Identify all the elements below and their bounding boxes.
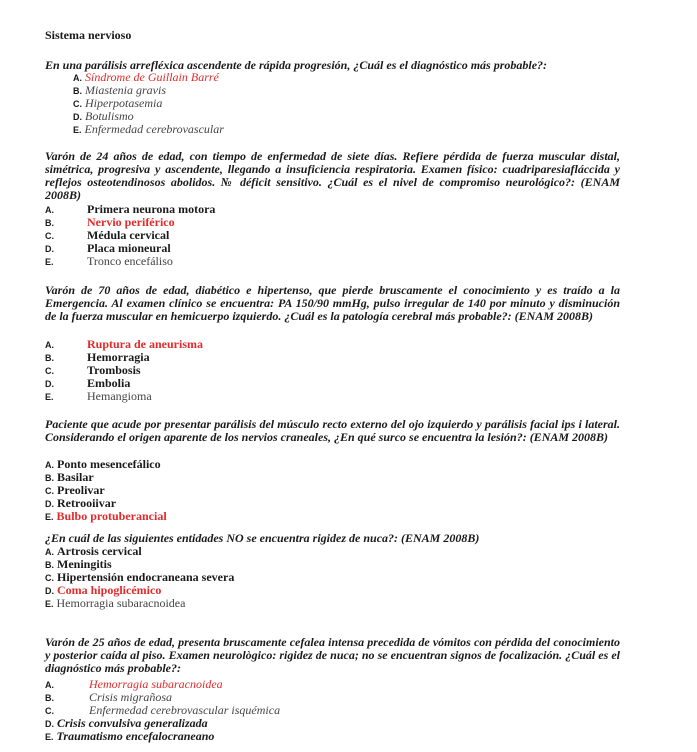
q1-option-e: E. Enfermedad cerebrovascular xyxy=(73,122,224,136)
q4-option-c: C. Preolivar xyxy=(45,483,105,497)
q2-option-e: E. Tronco encefáliso xyxy=(45,254,173,268)
q6-option-c: C. Enfermedad cerebrovascular isquémica xyxy=(45,703,281,717)
q1-option-d: D. Botulismo xyxy=(73,109,134,123)
q2-option-b: B. Nervio periférico xyxy=(45,215,175,229)
q4-option-e: E. Bulbo protuberancial xyxy=(45,509,167,523)
q2-option-a: A. Primera neurona motora xyxy=(45,202,216,216)
question-3-text: Varón de 70 años de edad, diabético e hipertenso, que pierde bruscamente el conocimiento y es traído a la Emergencia. Al examen clínico se encuentra: PA 150/90 mmHg, pulso irregular de 140 por minuto y disminución de la fuerza muscular en hemicuerpo izquierdo. ¿Cuál es la patología cerebral más probable?: (ENAM 2008B) xyxy=(45,283,620,323)
q6-option-b: B. Crisis migrañosa xyxy=(45,690,173,704)
q4-option-b: B. Basilar xyxy=(45,470,94,484)
q1-option-b: B. Miastenia gravis xyxy=(73,83,166,97)
q1-option-a: A. Síndrome de Guillain Barré xyxy=(73,70,219,84)
page-title: Sistema nervioso xyxy=(45,28,132,42)
q6-option-d: D. Crisis convulsiva generalizada xyxy=(45,716,208,730)
q2-option-c: C. Médula cervical xyxy=(45,228,170,242)
question-4-text: Paciente que acude por presentar parálisis del músculo recto externo del ojo izquierdo y parálisis facial ips i lateral. Considerando el origen aparente de los nervios craneales, ¿En qué surco se encuentra la lesión?: (ENAM 2008B) xyxy=(45,417,620,444)
q5-option-c: C. Hipertensión endocraneana severa xyxy=(45,570,235,584)
q5-option-a: A. Artrosis cervical xyxy=(45,544,142,558)
q3-option-b: B. Hemorragia xyxy=(45,350,150,364)
q5-option-b: B. Meningitis xyxy=(45,557,112,571)
q5-option-d: D. Coma hipoglicémico xyxy=(45,583,162,597)
q3-option-a: A. Ruptura de aneurisma xyxy=(45,337,204,351)
q4-option-a: A. Ponto mesencefálico xyxy=(45,457,161,471)
q5-option-e: E. Hemorragia subaracnoidea xyxy=(45,596,186,610)
q3-option-c: C. Trombosis xyxy=(45,363,141,377)
q3-option-d: D. Embolia xyxy=(45,376,131,390)
question-5-text: ¿En cuál de las siguientes entidades NO se encuentra rigidez de nuca?: (ENAM 2008B) xyxy=(45,531,480,545)
q1-option-c: C. Hiperpotasemia xyxy=(73,96,163,110)
q6-option-e: E. Traumatismo encefalocraneano xyxy=(45,729,215,743)
question-2-text: Varón de 24 años de edad, con tiempo de enfermedad de siete días. Refiere pérdida de fuerza muscular distal, simétrica, progresiva y ascendente, llegando a insuficiencia respiratoria. Examen físico: cuadriparesiafláccida y reflejos osteotendinosos abolidos. № déficit sensitivo. ¿Cuál es el nivel de compromiso neurológico?: (ENAM 2008B) xyxy=(45,149,620,202)
q6-option-a: A. Hemorragia subaracnoidea xyxy=(45,677,223,691)
question-1-text: En una parálisis arrefléxica ascendente de rápida progresión, ¿Cuál es el diagnóstico más probable?: xyxy=(45,58,548,72)
q3-option-e: E. Hemangioma xyxy=(45,389,152,403)
question-6-text: Varón de 25 años de edad, presenta bruscamente cefalea intensa precedida de vómitos con pérdida del conocimiento y posterior caída al piso. Examen neurològico: rigidez de nuca; no se encuentran signos de focalización. ¿Cuál es el diagnóstico más probable?: xyxy=(45,635,620,675)
q4-option-d: D. Retrooiivar xyxy=(45,496,117,510)
q2-option-d: D. Placa mioneural xyxy=(45,241,171,255)
